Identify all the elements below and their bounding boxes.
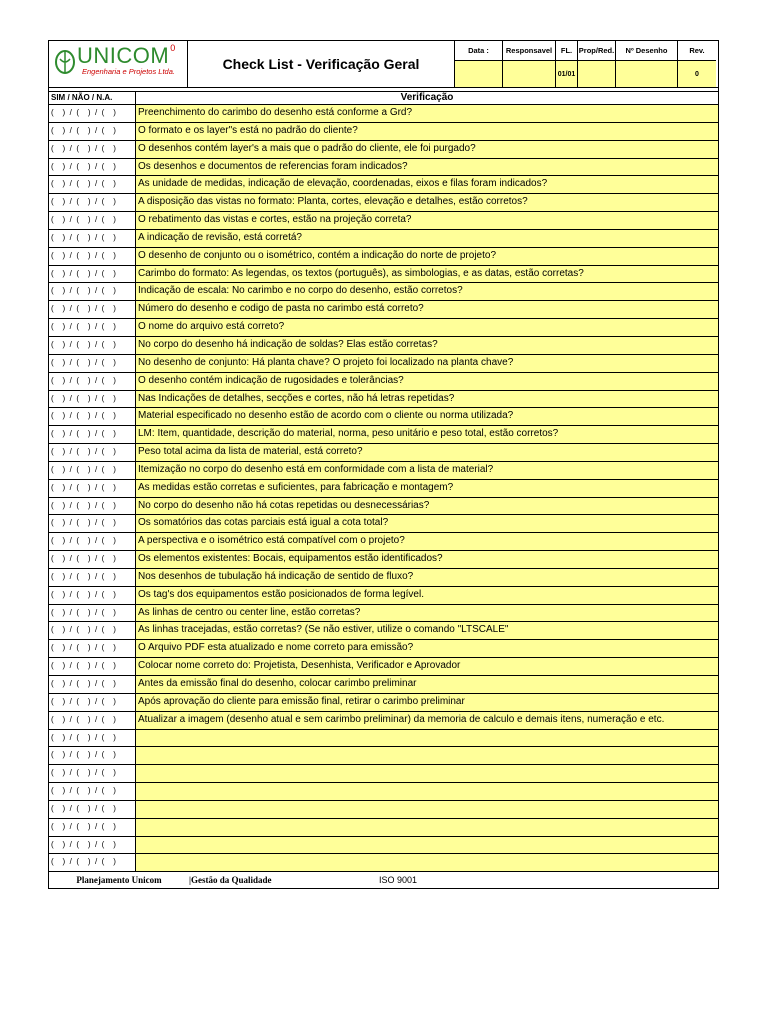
table-row xyxy=(49,408,718,426)
answer-marks[interactable]: ( ) / ( ) / ( ) xyxy=(49,462,136,479)
footer-quality: |Gestão da Qualidade xyxy=(189,875,272,886)
header xyxy=(48,40,719,88)
answer-marks[interactable]: ( ) / ( ) / ( ) xyxy=(49,498,136,515)
table-row xyxy=(49,730,718,748)
verification-item: Os elementos existentes: Bocais, equipamentos estão identificados? xyxy=(136,551,718,568)
checklist-sheet xyxy=(48,40,719,886)
verification-item: LM: Item, quantidade, descrição do material, norma, peso unitário e peso total, estão corretos? xyxy=(136,426,718,443)
answer-marks[interactable]: ( ) / ( ) / ( ) xyxy=(49,159,136,176)
answer-marks[interactable]: ( ) / ( ) / ( ) xyxy=(49,515,136,532)
answer-marks[interactable]: ( ) / ( ) / ( ) xyxy=(49,391,136,408)
meta-label: Responsavel xyxy=(503,41,555,61)
answer-marks[interactable]: ( ) / ( ) / ( ) xyxy=(49,783,136,800)
answer-marks[interactable]: ( ) / ( ) / ( ) xyxy=(49,747,136,764)
answer-marks[interactable]: ( ) / ( ) / ( ) xyxy=(49,533,136,550)
table-body xyxy=(49,105,718,872)
verification-item: Os desenhos e documentos de referencias foram indicados? xyxy=(136,159,718,176)
table-row xyxy=(49,105,718,123)
table-row xyxy=(49,783,718,801)
verification-item: Carimbo do formato: As legendas, os textos (português), as simbologias, e as datas, estão corretas? xyxy=(136,266,718,283)
table-row xyxy=(49,569,718,587)
answer-marks[interactable]: ( ) / ( ) / ( ) xyxy=(49,854,136,871)
meta-column xyxy=(677,41,716,87)
table-row xyxy=(49,159,718,177)
meta-value-field[interactable] xyxy=(503,61,555,87)
verification-item: Número do desenho e codigo de pasta no carimbo está correto? xyxy=(136,301,718,318)
column-header-answers: SIM / NÃO / N.A. xyxy=(49,92,136,104)
table-row xyxy=(49,194,718,212)
answer-marks[interactable]: ( ) / ( ) / ( ) xyxy=(49,640,136,657)
answer-marks[interactable]: ( ) / ( ) / ( ) xyxy=(49,819,136,836)
table-row xyxy=(49,426,718,444)
meta-column xyxy=(454,41,502,87)
table-row xyxy=(49,391,718,409)
table-row xyxy=(49,747,718,765)
verification-item: O nome do arquivo está correto? xyxy=(136,319,718,336)
answer-marks[interactable]: ( ) / ( ) / ( ) xyxy=(49,176,136,193)
table-row xyxy=(49,837,718,855)
table-row xyxy=(49,141,718,159)
verification-item xyxy=(136,819,718,836)
answer-marks[interactable]: ( ) / ( ) / ( ) xyxy=(49,230,136,247)
verification-item: Antes da emissão final do desenho, colocar carimbo preliminar xyxy=(136,676,718,693)
table-row xyxy=(49,319,718,337)
answer-marks[interactable]: ( ) / ( ) / ( ) xyxy=(49,587,136,604)
table-row xyxy=(49,123,718,141)
verification-item: No desenho de conjunto: Há planta chave? O projeto foi localizado na planta chave? xyxy=(136,355,718,372)
verification-item: Colocar nome correto do: Projetista, Desenhista, Verificador e Aprovador xyxy=(136,658,718,675)
answer-marks[interactable]: ( ) / ( ) / ( ) xyxy=(49,266,136,283)
answer-marks[interactable]: ( ) / ( ) / ( ) xyxy=(49,373,136,390)
table-row xyxy=(49,230,718,248)
table-row xyxy=(49,444,718,462)
meta-column xyxy=(502,41,555,87)
verification-item xyxy=(136,801,718,818)
table-row xyxy=(49,551,718,569)
table-row xyxy=(49,301,718,319)
company-logo xyxy=(49,41,188,87)
table-row xyxy=(49,587,718,605)
meta-column xyxy=(577,41,615,87)
table-row xyxy=(49,337,718,355)
meta-value-field[interactable]: 0 xyxy=(678,61,716,87)
verification-item: As linhas de centro ou center line, estão corretas? xyxy=(136,605,718,622)
answer-marks[interactable]: ( ) / ( ) / ( ) xyxy=(49,765,136,782)
answer-marks[interactable]: ( ) / ( ) / ( ) xyxy=(49,194,136,211)
verification-item: Nas Indicações de detalhes, secções e cortes, não há letras repetidas? xyxy=(136,391,718,408)
answer-marks[interactable]: ( ) / ( ) / ( ) xyxy=(49,337,136,354)
table-row xyxy=(49,658,718,676)
table-row xyxy=(49,498,718,516)
table-row xyxy=(49,819,718,837)
verification-item xyxy=(136,837,718,854)
verification-item: Atualizar a imagem (desenho atual e sem carimbo preliminar) da memoria de calculo e demais itens, numeração e etc. xyxy=(136,712,718,729)
meta-label: Rev. xyxy=(678,41,716,61)
verification-item: Após aprovação do cliente para emissão final, retirar o carimbo preliminar xyxy=(136,694,718,711)
meta-value-field[interactable]: 01/01 xyxy=(556,61,577,87)
answer-marks[interactable]: ( ) / ( ) / ( ) xyxy=(49,408,136,425)
table-row xyxy=(49,283,718,301)
column-header-verification: Verificação xyxy=(400,92,454,103)
meta-value-field[interactable] xyxy=(455,61,502,87)
table-row xyxy=(49,676,718,694)
verification-item: A perspectiva e o isométrico está compatível com o projeto? xyxy=(136,533,718,550)
meta-column xyxy=(555,41,577,87)
verification-item: Preenchimento do carimbo do desenho está conforme a Grd? xyxy=(136,105,718,122)
answer-marks[interactable]: ( ) / ( ) / ( ) xyxy=(49,444,136,461)
verification-item: No corpo do desenho não há cotas repetidas ou desnecessárias? xyxy=(136,498,718,515)
answer-marks[interactable]: ( ) / ( ) / ( ) xyxy=(49,658,136,675)
footer-planning: Planejamento Unicom xyxy=(76,875,162,886)
table-row xyxy=(49,373,718,391)
table-row xyxy=(49,854,718,872)
page-title: Check List - Verificação Geral xyxy=(222,56,420,72)
answer-marks[interactable]: ( ) / ( ) / ( ) xyxy=(49,569,136,586)
verification-item: O desenho contém indicação de rugosidades e tolerâncias? xyxy=(136,373,718,390)
answer-marks[interactable]: ( ) / ( ) / ( ) xyxy=(49,248,136,265)
verification-item xyxy=(136,783,718,800)
meta-value-field[interactable] xyxy=(616,61,677,87)
verification-item: Nos desenhos de tubulação há indicação de sentido de fluxo? xyxy=(136,569,718,586)
answer-marks[interactable]: ( ) / ( ) / ( ) xyxy=(49,730,136,747)
table-row xyxy=(49,694,718,712)
verification-item: A indicação de revisão, está corretá? xyxy=(136,230,718,247)
verification-item: Os somatórios das cotas parciais está igual a cota total? xyxy=(136,515,718,532)
table-row xyxy=(49,248,718,266)
meta-label: Data : xyxy=(455,41,502,61)
answer-marks[interactable]: ( ) / ( ) / ( ) xyxy=(49,426,136,443)
table-row xyxy=(49,622,718,640)
answer-marks[interactable]: ( ) / ( ) / ( ) xyxy=(49,712,136,729)
table-row xyxy=(49,533,718,551)
answer-marks[interactable]: ( ) / ( ) / ( ) xyxy=(49,355,136,372)
answer-marks[interactable]: ( ) / ( ) / ( ) xyxy=(49,480,136,497)
table-row xyxy=(49,712,718,730)
meta-label: Prop/Red. xyxy=(578,41,615,61)
logo-emblem-icon xyxy=(54,47,76,75)
meta-label: Nº Desenho xyxy=(616,41,677,61)
verification-item: O rebatimento das vistas e cortes, estão na projeção correta? xyxy=(136,212,718,229)
brand-name: UNICOM$^0$ xyxy=(77,43,176,68)
meta-block xyxy=(454,41,716,87)
answer-marks[interactable]: ( ) / ( ) / ( ) xyxy=(49,141,136,158)
answer-marks[interactable]: ( ) / ( ) / ( ) xyxy=(49,105,136,122)
table-row xyxy=(49,212,718,230)
verification-item: Itemização no corpo do desenho está em conformidade com a lista de material? xyxy=(136,462,718,479)
meta-column xyxy=(615,41,677,87)
verification-item: As unidade de medidas, indicação de elevação, coordenadas, eixos e filas foram indicados? xyxy=(136,176,718,193)
verification-item: No corpo do desenho há indicação de soldas? Elas estão corretas? xyxy=(136,337,718,354)
table-header xyxy=(49,91,718,105)
answer-marks[interactable]: ( ) / ( ) / ( ) xyxy=(49,676,136,693)
verification-item: Peso total acima da lista de material, está correto? xyxy=(136,444,718,461)
table-row xyxy=(49,801,718,819)
verification-item: A disposição das vistas no formato: Planta, cortes, elevação e detalhes, estão corretos? xyxy=(136,194,718,211)
answer-marks[interactable]: ( ) / ( ) / ( ) xyxy=(49,837,136,854)
table-row xyxy=(49,515,718,533)
table-row xyxy=(49,480,718,498)
answer-marks[interactable]: ( ) / ( ) / ( ) xyxy=(49,123,136,140)
verification-item xyxy=(136,854,718,871)
table-row xyxy=(49,765,718,783)
verification-item xyxy=(136,730,718,747)
verification-item: O formato e os layer"s está no padrão do cliente? xyxy=(136,123,718,140)
brand-tagline: Engenharia e Projetos Ltda. xyxy=(82,67,175,76)
table-row xyxy=(49,462,718,480)
table-row xyxy=(49,355,718,373)
footer-iso: ISO 9001 xyxy=(379,875,418,886)
verification-item: Indicação de escala: No carimbo e no corpo do desenho, estão corretos? xyxy=(136,283,718,300)
answer-marks[interactable]: ( ) / ( ) / ( ) xyxy=(49,694,136,711)
answer-marks[interactable]: ( ) / ( ) / ( ) xyxy=(49,319,136,336)
verification-item: As linhas tracejadas, estão corretas? (Se não estiver, utilize o comando "LTSCALE" xyxy=(136,622,718,639)
table-row xyxy=(49,640,718,658)
answer-marks[interactable]: ( ) / ( ) / ( ) xyxy=(49,551,136,568)
answer-marks[interactable]: ( ) / ( ) / ( ) xyxy=(49,212,136,229)
table-row xyxy=(49,266,718,284)
checklist-table xyxy=(48,88,719,889)
answer-marks[interactable]: ( ) / ( ) / ( ) xyxy=(49,801,136,818)
answer-marks[interactable]: ( ) / ( ) / ( ) xyxy=(49,605,136,622)
table-row xyxy=(49,605,718,623)
verification-item: O Arquivo PDF esta atualizado e nome correto para emissão? xyxy=(136,640,718,657)
answer-marks[interactable]: ( ) / ( ) / ( ) xyxy=(49,283,136,300)
answer-marks[interactable]: ( ) / ( ) / ( ) xyxy=(49,301,136,318)
footer xyxy=(49,872,718,888)
verification-item: Os tag's dos equipamentos estão posicionados de forma legível. xyxy=(136,587,718,604)
table-row xyxy=(49,176,718,194)
meta-value-field[interactable] xyxy=(578,61,615,87)
verification-item: O desenhos contém layer's a mais que o padrão do cliente, ele foi purgado? xyxy=(136,141,718,158)
verification-item xyxy=(136,747,718,764)
verification-item: Material especificado no desenho estão de acordo com o cliente ou norma utilizada? xyxy=(136,408,718,425)
meta-label: FL. xyxy=(556,41,577,61)
answer-marks[interactable]: ( ) / ( ) / ( ) xyxy=(49,622,136,639)
verification-item xyxy=(136,765,718,782)
verification-item: As medidas estão corretas e suficientes, para fabricação e montagem? xyxy=(136,480,718,497)
verification-item: O desenho de conjunto ou o isométrico, contém a indicação do norte de projeto? xyxy=(136,248,718,265)
